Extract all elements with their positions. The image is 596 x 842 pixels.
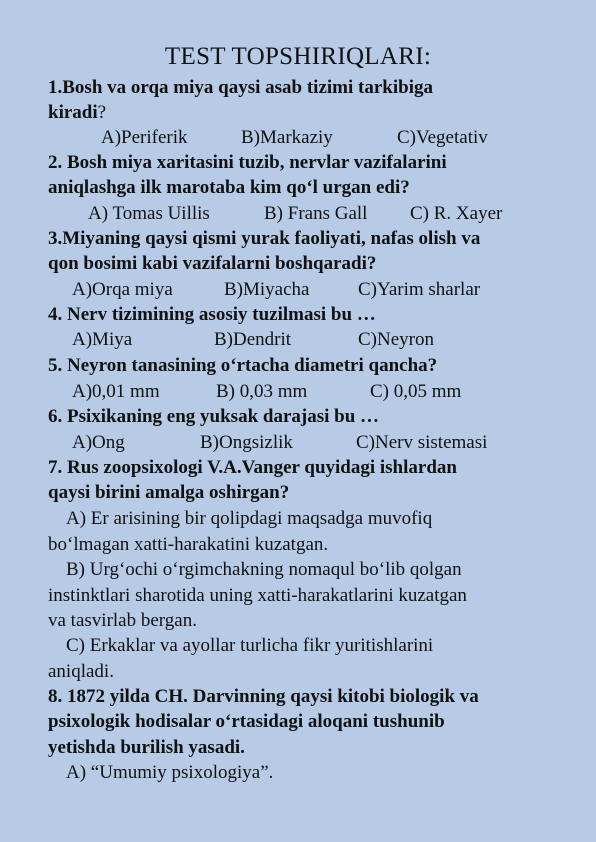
question-8-line-1: 8. 1872 yilda CH. Darvinning qaysi kitobi biologik va	[48, 686, 479, 707]
q6-option-c: C)Nerv sistemasi	[356, 432, 488, 453]
q2-option-b: B) Frans Gall	[264, 203, 368, 224]
q3-option-b: B)Miyacha	[224, 279, 310, 300]
question-3-line-1: 3.Miyaning qaysi qismi yurak faoliyati, nafas olish va	[48, 228, 481, 249]
question-2-line-2: aniqlashga ilk marotaba kim qo‘l urgan edi?	[48, 177, 410, 198]
question-6-line-1: 6. Psixikaning eng yuksak darajasi bu …	[48, 406, 380, 427]
q7-option-b-line-1: B) Urg‘ochi o‘rgimchakning nomaqul bo‘lib qolgan	[66, 559, 462, 580]
q2-option-a: A) Tomas Uillis	[88, 203, 210, 224]
question-8-line-2: psixologik hodisalar o‘rtasidagi aloqani tushunib	[48, 711, 445, 732]
q5-option-b: B) 0,03 mm	[216, 381, 308, 402]
question-8-line-3: yetishda burilish yasadi.	[48, 737, 245, 758]
q6-option-a: A)Ong	[72, 432, 125, 453]
question-1-line-1: 1.Bosh va orqa miya qaysi asab tizimi tarkibiga	[48, 77, 433, 98]
q4-option-b: B)Dendrit	[214, 329, 292, 350]
q8-option-a: A) “Umumiy psixologiya”.	[66, 762, 274, 783]
page-title: TEST TOPSHIRIQLARI:	[164, 43, 432, 70]
q1-option-a: A)Periferik	[101, 127, 188, 148]
question-1-line-2-bold: kiradi	[48, 102, 98, 123]
q7-option-c-line-2: aniqladi.	[48, 661, 114, 682]
q5-option-c: C) 0,05 mm	[370, 381, 462, 402]
q2-option-c: C) R. Xayer	[410, 203, 503, 224]
q7-option-c-line-1: C) Erkaklar va ayollar turlicha fikr yuritishlarini	[66, 635, 434, 656]
q7-option-b-line-3: va tasvirlab bergan.	[48, 610, 197, 631]
question-7-line-2: qaysi birini amalga oshirgan?	[48, 482, 290, 503]
question-4-line-1: 4. Nerv tizimining asosiy tuzilmasi bu …	[48, 304, 376, 325]
q7-option-a-line-1: A) Er arisining bir qolipdagi maqsadga muvofiq	[66, 508, 433, 529]
q7-option-b-line-2: instinktlari sharotida uning xatti-harakatlarini kuzatgan	[48, 585, 467, 606]
q7-option-a-line-2: bo‘lmagan xatti-harakatini kuzatgan.	[48, 534, 329, 555]
q1-option-c: C)Vegetativ	[397, 127, 488, 148]
q3-option-a: A)Orqa miya	[72, 279, 173, 300]
question-1-line-2	[48, 101, 106, 125]
question-1-line-2-tail: ?	[97, 102, 107, 123]
q4-option-c: C)Neyron	[358, 329, 434, 350]
question-2-line-1: 2. Bosh miya xaritasini tuzib, nervlar vazifalarini	[48, 152, 447, 173]
question-3-line-2: qon bosimi kabi vazifalarni boshqaradi?	[48, 253, 377, 274]
q6-option-b: B)Ongsizlik	[200, 432, 293, 453]
q1-option-b: B)Markaziy	[241, 127, 333, 148]
q3-option-c: C)Yarim sharlar	[358, 279, 481, 300]
question-7-line-1: 7. Rus zoopsixologi V.A.Vanger quyidagi ishlardan	[48, 457, 457, 478]
q5-option-a: A)0,01 mm	[72, 381, 160, 402]
question-5-line-1: 5. Neyron tanasining o‘rtacha diametri qancha?	[48, 355, 438, 376]
q4-option-a: A)Miya	[72, 329, 133, 350]
